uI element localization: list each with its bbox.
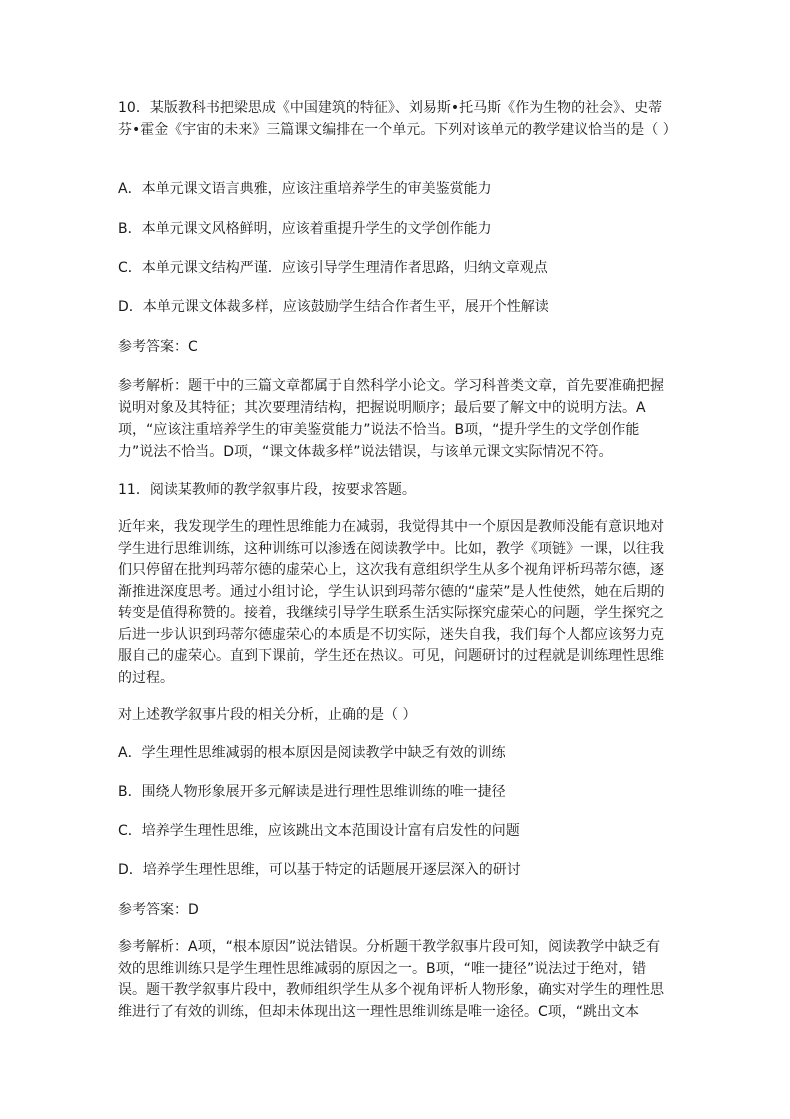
q11-option-c: C．培养学生理性思维，应该跳出文本范围设计富有启发性的问题 (118, 823, 520, 839)
q10-option-b: B．本单元课文风格鲜明，应该着重提升学生的文学创作能力 (118, 221, 492, 237)
q10-option-d: D．本单元课文体裁多样，应该鼓励学生结合作者生平，展开个性解读 (118, 299, 549, 315)
q11-stem: 11．阅读某教师的教学叙事片段，按要求答题。 (118, 482, 416, 498)
q11-option-a: A．学生理性思维减弱的根本原因是阅读教学中缺乏有效的训练 (118, 745, 506, 761)
q11-analysis: 参考解析：A项，“根本原因”说法错误。分析题干教学叙事片段可知，阅读教学中缺乏有效的思维训练只是学生理性思维减弱的原因之一。B项，“唯一捷径”说法过于绝对，错误。题干教学叙事片段中，教师组织学生从多个视角评析人物形象，确实对学生的理性思维进行了有效的训练，但却未体现出这一理性思维训练是唯一途径。C项，“跳出文本 (118, 939, 664, 1020)
q11-passage: 近年来，我发现学生的理性思维能力在减弱，我觉得其中一个原因是教师没能有意识地对学生进行思维训练，这种训练可以渗透在阅读教学中。比如，教学《项链》一课，以往我们只停留在批判玛蒂尔德的虚荣心上，这次我有意组织学生从多个视角评析玛蒂尔德，逐渐推进深度思考。通过小组讨论，学生认识到玛蒂尔德的“虚荣”是人性使然，她在后期的转变是值得称赞的。接着，我继续引导学生联系生活实际探究虚荣心的问题，学生探究之后进一步认识到玛蒂尔德虚荣心的本质是不切实际，迷失自我，我们每个人都应该努力克服自己的虚荣心。直到下课前，学生还在热议。可见，问题研讨的过程就是训练理性思维的过程。 (118, 519, 665, 686)
q10-answer: 参考答案：C (118, 339, 198, 355)
q10-option-a: A．本单元课文语言典雅，应该注重培养学生的审美鉴赏能力 (118, 181, 492, 197)
q11-answer: 参考答案：D (118, 902, 199, 918)
q10-analysis: 参考解析：题干中的三篇文章都属于自然科学小论文。学习科普类文章，首先要准确把握说明对象及其特征；其次要理清结构，把握说明顺序；最后要了解文中的说明方法。A项，“应该注重培养学生的审美鉴赏能力”说法不恰当。B项，“提升学生的文学创作能力”说法不恰当。D项，“课文体裁多样”说法错误，与该单元课文实际情况不符。 (118, 378, 664, 460)
q11-option-b: B．围绕人物形象展开多元解读是进行理性思维训练的唯一捷径 (118, 784, 506, 800)
q10-option-c: C．本单元课文结构严谨．应该引导学生理清作者思路，归纳文章观点 (118, 260, 548, 276)
q10-stem: 10．某版教科书把梁思成《中国建筑的特征》、刘易斯•托马斯《作为生物的社会》、史蒂芬•霍金《宇宙的未来》三篇课文编排在一个单元。下列对该单元的教学建议恰当的是（ ） (118, 100, 677, 138)
q11-option-d: D．培养学生理性思维，可以基于特定的话题展开逐层深入的研讨 (118, 862, 521, 878)
q11-question: 对上述教学叙事片段的相关分析，止确的是（ ） (118, 707, 417, 723)
